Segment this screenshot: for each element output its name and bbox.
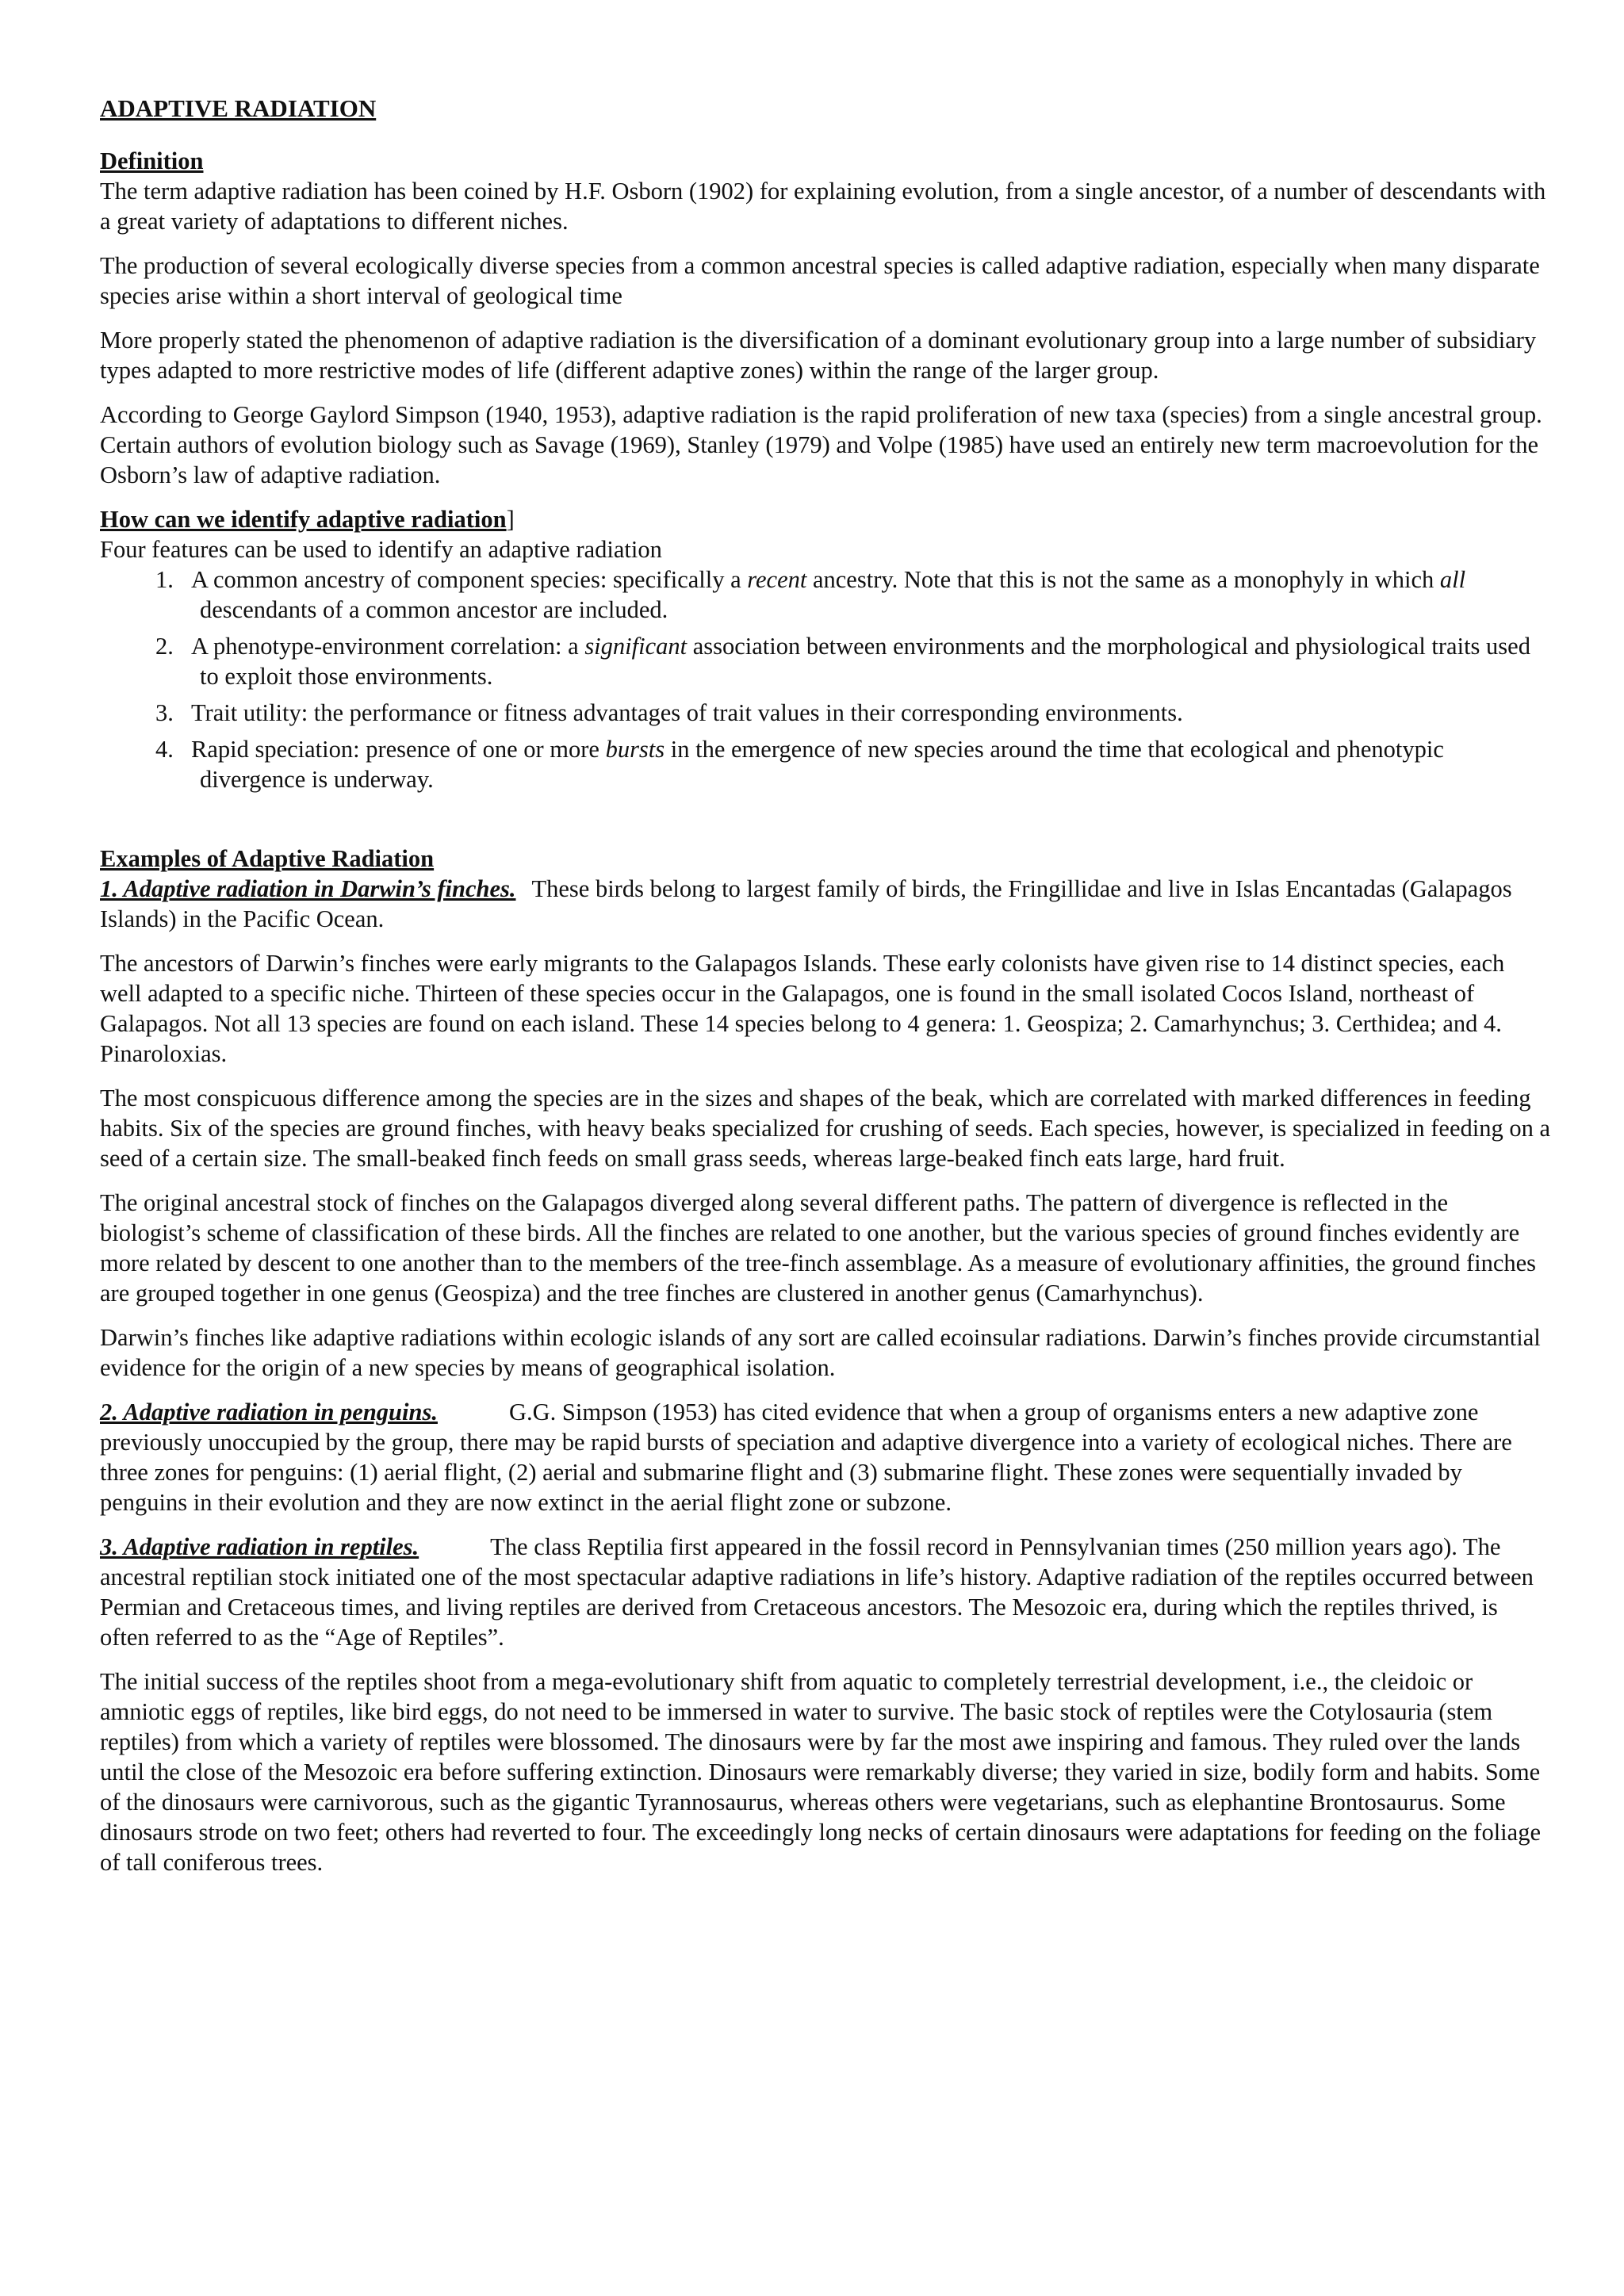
list-item-text: A phenotype-environment correlation: a	[191, 633, 585, 660]
finches-heading: 1. Adaptive radiation in Darwin’s finches.	[100, 875, 516, 902]
list-item-text: in the emergence of new species around the time that ecological and phenotypic divergence is underway.	[200, 736, 1444, 793]
identify-list	[100, 564, 1551, 794]
list-item-text: Trait utility: the performance or fitness advantages of trait values in their corresponding environments.	[191, 699, 1183, 726]
identify-heading-bracket: ]	[506, 506, 515, 533]
list-item-emphasis: bursts	[605, 736, 665, 763]
list-item	[100, 734, 1551, 794]
identify-intro: Four features can be used to identify an adaptive radiation	[100, 536, 662, 563]
reptiles-text: The class Reptilia first appeared in the fossil record in Pennsylvanian times (250 million years ago). The ancestral reptilian stock initiated one of the most spectacular adaptive radiations in life’s history. Adaptive radiation of the reptiles occurred between Permian and Cretaceous times, and living reptiles are derived from Cretaceous ancestors. The Mesozoic era, during which the reptiles thrived, is often referred to as the “Age of Reptiles”.	[100, 1533, 1534, 1651]
penguins-paragraph	[100, 1397, 1551, 1517]
reptiles-paragraph-1	[100, 1532, 1551, 1652]
document-page	[100, 94, 1551, 1892]
list-item-number: 3.	[155, 699, 174, 726]
definition-paragraph-2: The production of several ecologically diverse species from a common ancestral species is called adaptive radiation, especially when many disparate species arise within a short interval of geological time	[100, 252, 1540, 309]
finches-paragraph-1: The ancestors of Darwin’s finches were early migrants to the Galapagos Islands. These early colonists have given rise to 14 distinct species, each well adapted to a specific niche. Thirteen of these species occur in the Galapagos, one is found in the small isolated Cocos Island, northeast of Galapagos. Not all 13 species are found on each island. These 14 species belong to 4 genera: 1. Geospiza; 2. Camarhynchus; 3. Certhidea; and 4. Pinaroloxias.	[100, 950, 1505, 1067]
definition-heading: Definition	[100, 147, 204, 174]
identify-heading: How can we identify adaptive radiation	[100, 506, 507, 533]
definition-paragraph-4: According to George Gaylord Simpson (1940, 1953), adaptive radiation is the rapid proliferation of new taxa (species) from a single ancestral group. Certain authors of evolution biology such as Savage (1969), Stanley (1979) and Volpe (1985) have used an entirely new term macroevolution for the Osborn’s law of adaptive radiation.	[100, 401, 1542, 488]
list-item-text: Rapid speciation: presence of one or more	[191, 736, 606, 763]
list-item-number: 1.	[155, 566, 174, 593]
examples-heading: Examples of Adaptive Radiation	[100, 845, 435, 872]
finches-paragraph-3: The original ancestral stock of finches on the Galapagos diverged along several different paths. The pattern of divergence is reflected in the biologist’s scheme of classification of these birds. All the finches are related to one another, but the various species of ground finches evidently are more related by descent to one another than to the members of the tree-finch assemblage. As a measure of evolutionary affinities, the ground finches are grouped together in one genus (Geospiza) and the tree finches are clustered in another genus (Camarhynchus).	[100, 1189, 1537, 1307]
list-item	[100, 698, 1551, 728]
reptiles-heading: 3. Adaptive radiation in reptiles.	[100, 1533, 419, 1560]
definition-paragraph-3: More properly stated the phenomenon of adaptive radiation is the diversification of a dominant evolutionary group into a large number of subsidiary types adapted to more restrictive modes of life (different adaptive zones) within the range of the larger group.	[100, 327, 1537, 384]
penguins-heading: 2. Adaptive radiation in penguins.	[100, 1399, 438, 1425]
finches-intro	[100, 874, 1551, 934]
list-item-text: association between environments and the morphological and physiological traits used to exploit those environments.	[200, 633, 1530, 690]
list-item-number: 4.	[155, 736, 174, 763]
list-item-emphasis: significant	[584, 633, 688, 660]
list-item-emphasis: all	[1439, 566, 1466, 593]
list-item	[100, 631, 1551, 691]
list-item-emphasis: recent	[747, 566, 807, 593]
finches-intro-text: These birds belong to largest family of birds, the Fringillidae and live in Islas Encantadas (Galapagos Islands) in the Pacific Ocean.	[100, 875, 1512, 932]
list-item-text: ancestry. Note that this is not the same as a monophyly in which	[806, 566, 1440, 593]
list-item-number: 2.	[155, 633, 174, 660]
definition-paragraph-1: The term adaptive radiation has been coined by H.F. Osborn (1902) for explaining evolution, from a single ancestor, of a number of descendants with a great variety of adaptations to different niches.	[100, 178, 1546, 235]
reptiles-paragraph-2: The initial success of the reptiles shoot from a mega-evolutionary shift from aquatic to completely terrestrial development, i.e., the cleidoic or amniotic eggs of reptiles, like bird eggs, do not need to be immersed in water to survive. The basic stock of reptiles were the Cotylosauria (stem reptiles) from which a variety of reptiles were blossomed. The dinosaurs were by far the most awe inspiring and famous. They ruled over the lands until the close of the Mesozoic era before suffering extinction. Dinosaurs were remarkably diverse; they varied in size, bodily form and habits. Some of the dinosaurs were carnivorous, such as the gigantic Tyrannosaurus, whereas others were vegetarians, such as elephantine Brontosaurus. Some dinosaurs strode on two feet; others had reverted to four. The exceedingly long necks of certain dinosaurs were adaptations for feeding on the foliage of tall coniferous trees.	[100, 1668, 1541, 1876]
list-item-text: A common ancestry of component species: specifically a	[191, 566, 748, 593]
identify-heading-line	[100, 504, 1551, 534]
section-spacer	[100, 809, 1551, 844]
finches-paragraph-2: The most conspicuous difference among the species are in the sizes and shapes of the beak, which are correlated with marked differences in feeding habits. Six of the species are ground finches, with heavy beaks specialized for crushing of seeds. Each species, however, is specialized in feeding on a seed of a certain size. The small-beaked finch feeds on small grass seeds, whereas large-beaked finch eats large, hard fruit.	[100, 1085, 1551, 1172]
list-item	[100, 564, 1551, 625]
list-item-text: descendants of a common ancestor are included.	[200, 596, 668, 623]
page-title: ADAPTIVE RADIATION	[100, 94, 377, 122]
finches-paragraph-4: Darwin’s finches like adaptive radiations within ecologic islands of any sort are called ecoinsular radiations. Darwin’s finches provide circumstantial evidence for the origin of a new species by means of geographical isolation.	[100, 1324, 1541, 1381]
penguins-text: G.G. Simpson (1953) has cited evidence that when a group of organisms enters a new adaptive zone previously unoccupied by the group, there may be rapid bursts of speciation and adaptive divergence into a variety of ecological niches. There are three zones for penguins: (1) aerial flight, (2) aerial and submarine flight and (3) submarine flight. These zones were sequentially invaded by penguins in their evolution and they are now extinct in the aerial flight zone or subzone.	[100, 1399, 1512, 1516]
